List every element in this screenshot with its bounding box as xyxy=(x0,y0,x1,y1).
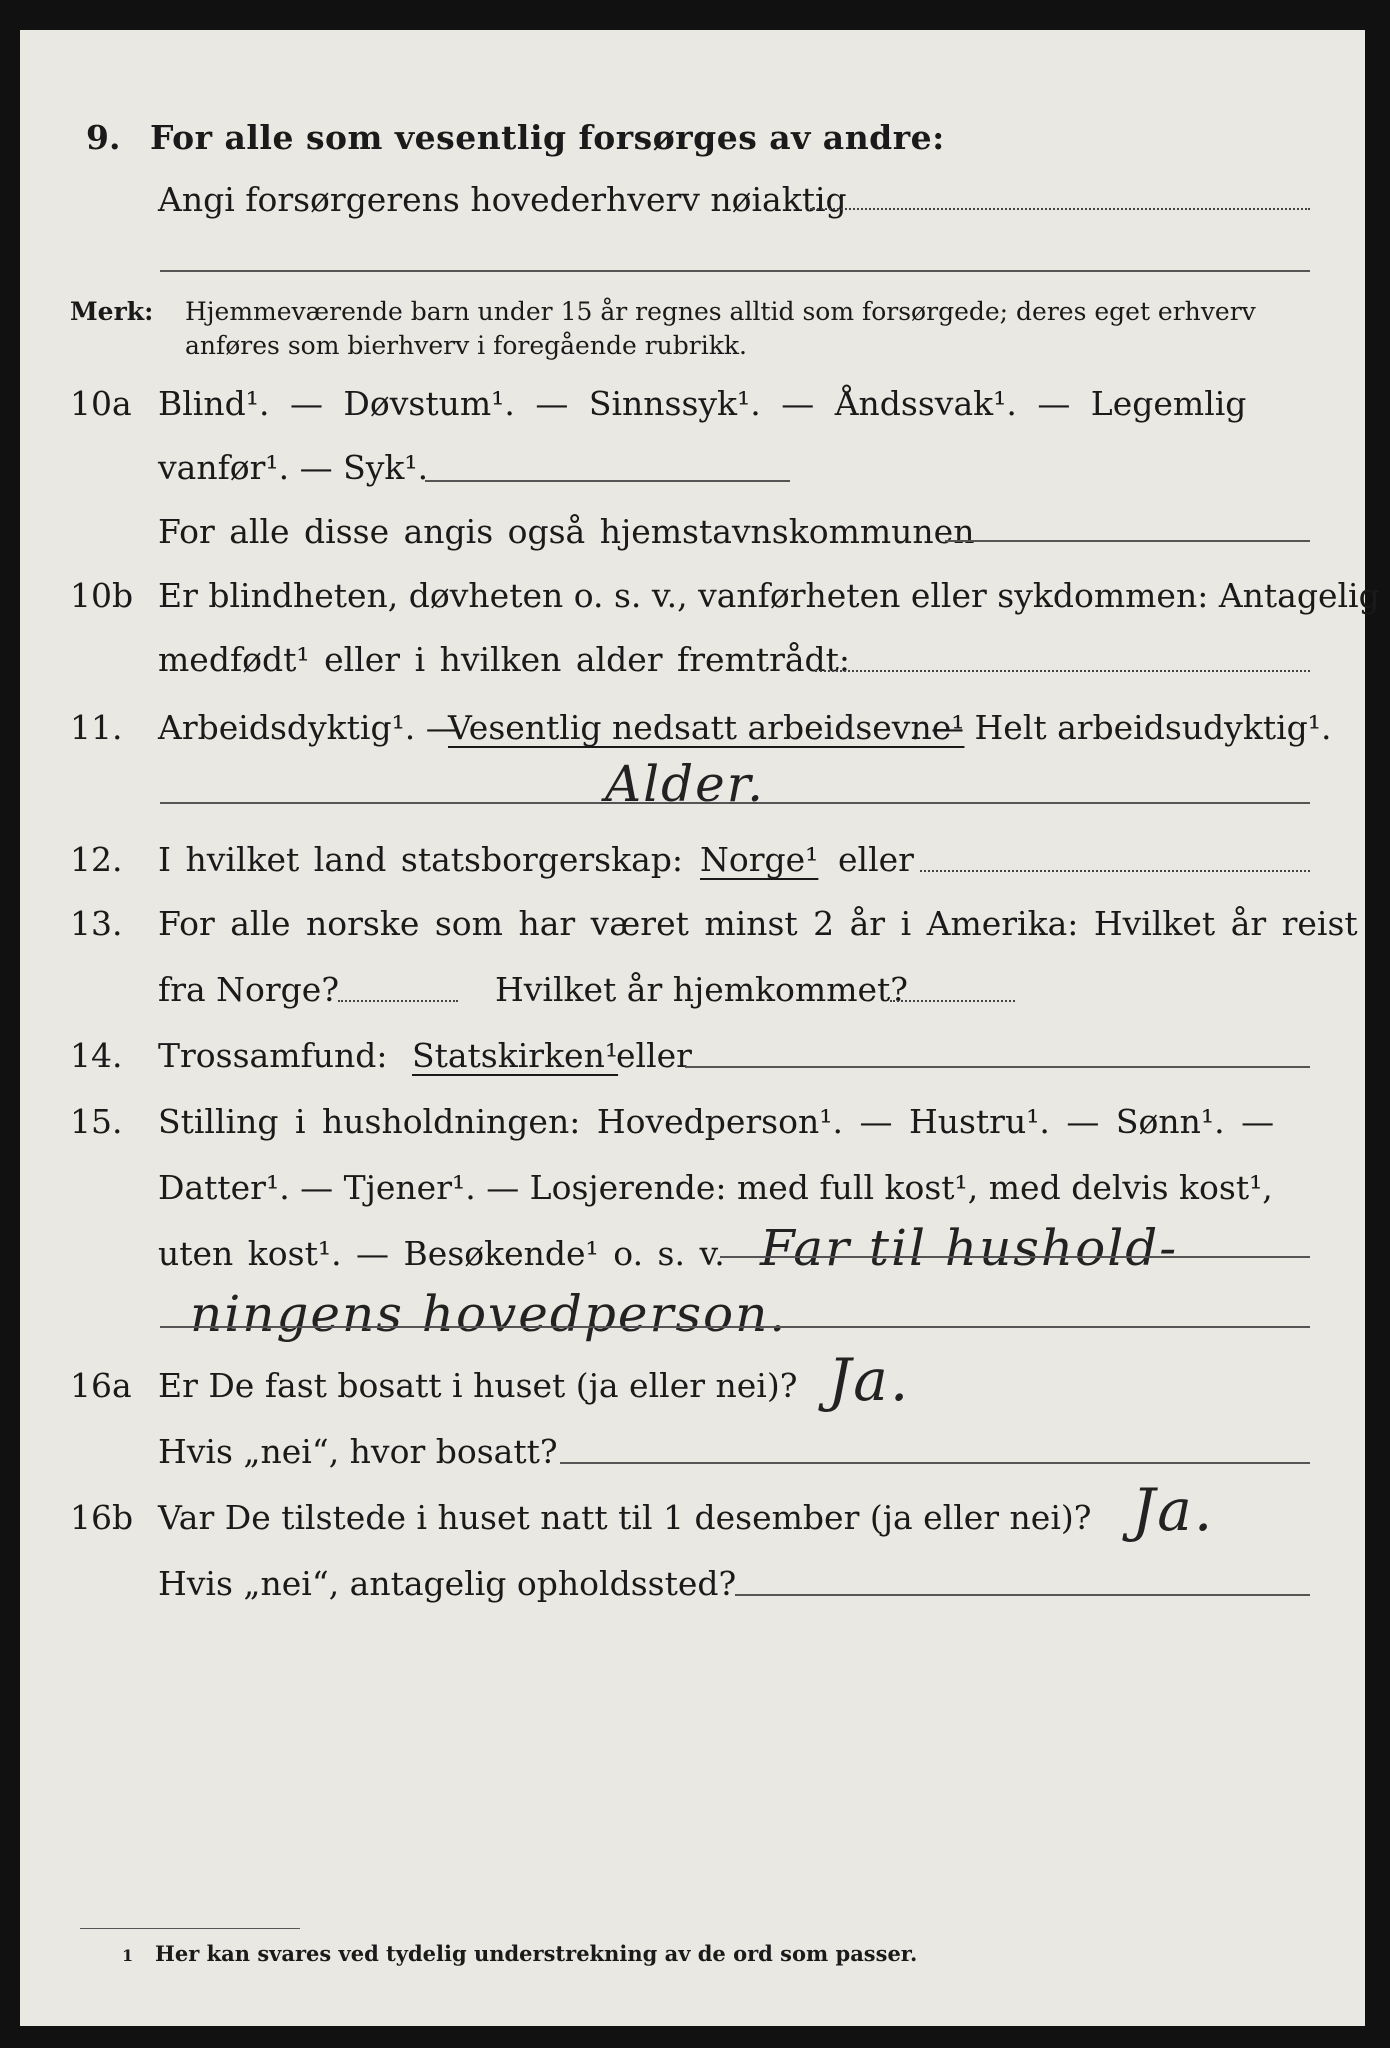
q14-faith-field xyxy=(685,1066,1310,1068)
q10b-number: 10b xyxy=(70,576,134,615)
footnote-text: Her kan svares ved tydelig understrekning av de ord som passer. xyxy=(155,1941,918,1966)
q11-option-3: . — Helt arbeidsudyktig¹. xyxy=(910,708,1332,747)
merk-line-2: anføres som bierhverv i foregående rubrikk. xyxy=(185,331,747,360)
q10a-line-3: For alle disse angis også hjemstavnskommunen xyxy=(158,512,975,551)
q15-handwritten-answer-1: Far til hushold- xyxy=(760,1219,1179,1277)
merk-label: Merk: xyxy=(70,297,154,326)
q13-number: 13. xyxy=(70,904,123,943)
q10a-line-2: vanfør¹. — Syk¹. xyxy=(158,448,429,487)
q16a-number: 16a xyxy=(70,1366,132,1405)
q16a-handwritten-answer: Ja. xyxy=(828,1346,911,1414)
q12-number: 12. xyxy=(70,840,123,879)
q10a-number: 10a xyxy=(70,384,132,423)
q16b-line-1: Var De tilstede i huset natt til 1 desember (ja eller nei)? xyxy=(158,1498,1092,1537)
q9-provider-field-2 xyxy=(160,270,1310,272)
q9-provider-label: Angi forsørgerens hovederhverv nøiaktig xyxy=(158,180,847,219)
q16b-line-2: Hvis „nei“, antagelig opholdssted? xyxy=(158,1564,737,1603)
q12-norge-underlined: Norge¹ xyxy=(700,840,819,879)
q11-handwritten-answer: Alder. xyxy=(605,755,765,813)
q11-answer-line xyxy=(160,802,1310,804)
q10b-line-1: Er blindheten, døvheten o. s. v., vanførheten eller sykdommen: Antagelig xyxy=(158,576,1380,615)
q16a-residence-field xyxy=(560,1462,1310,1464)
q14-state-church-underlined: Statskirken¹ xyxy=(412,1036,619,1075)
q13-returned-field xyxy=(890,1000,1015,1002)
q14-or: eller xyxy=(616,1036,692,1075)
q9-provider-field xyxy=(810,208,1310,210)
q13-returned-label: Hvilket år hjemkommet? xyxy=(495,970,908,1009)
q15-handwritten-answer-2: ningens hovedperson. xyxy=(190,1285,788,1343)
q12-or: eller xyxy=(838,840,914,879)
merk-line-1: Hjemmeværende barn under 15 år regnes alltid som forsørgede; deres eget erhverv xyxy=(185,297,1256,326)
q15-line-3: uten kost¹. — Besøkende¹ o. s. v. xyxy=(158,1234,725,1273)
q10a-sick-field xyxy=(425,480,790,482)
census-form-page xyxy=(20,30,1380,2026)
q12-country-field xyxy=(920,870,1310,872)
footnote-mark: 1 xyxy=(122,1946,134,1965)
q15-line-2: Datter¹. — Tjener¹. — Losjerende: med full kost¹, med delvis kost¹, xyxy=(158,1168,1273,1207)
q11-number: 11. xyxy=(70,708,123,747)
q13-left-field xyxy=(338,1000,458,1002)
q9-heading: For alle som vesentlig forsørges av andre: xyxy=(150,118,945,157)
q10b-line-2: medfødt¹ eller i hvilken alder fremtrådt: xyxy=(158,640,851,679)
q12-label: I hvilket land statsborgerskap: xyxy=(158,840,684,879)
q15-answer-line-1 xyxy=(720,1256,1310,1258)
q11-option-1: Arbeidsdyktig¹. — xyxy=(158,708,459,747)
q14-label: Trossamfund: xyxy=(158,1036,388,1075)
q13-left-label: fra Norge? xyxy=(158,970,340,1009)
q16b-handwritten-answer: Ja. xyxy=(1132,1476,1215,1544)
q16a-line-2: Hvis „nei“, hvor bosatt? xyxy=(158,1432,558,1471)
q15-line-1: Stilling i husholdningen: Hovedperson¹. — Hustru¹. — Sønn¹. — xyxy=(158,1102,1275,1141)
q10b-age-field xyxy=(815,670,1310,672)
q10a-line-1: Blind¹. — Døvstum¹. — Sinnssyk¹. — Åndssvak¹. — Legemlig xyxy=(158,384,1247,423)
q16b-number: 16b xyxy=(70,1498,134,1537)
q14-number: 14. xyxy=(70,1036,123,1075)
q10a-municipality-field xyxy=(945,540,1310,542)
q16a-line-1: Er De fast bosatt i huset (ja eller nei)? xyxy=(158,1366,798,1405)
footnote-separator xyxy=(80,1928,300,1929)
q15-answer-line-2 xyxy=(160,1326,1310,1328)
q15-number: 15. xyxy=(70,1102,123,1141)
q16b-location-field xyxy=(735,1594,1310,1596)
q13-line-1: For alle norske som har været minst 2 år i Amerika: Hvilket år reist xyxy=(158,904,1358,943)
q9-number: 9. xyxy=(86,118,121,157)
q11-option-2-underlined: Vesentlig nedsatt arbeidsevne¹ xyxy=(448,708,965,747)
